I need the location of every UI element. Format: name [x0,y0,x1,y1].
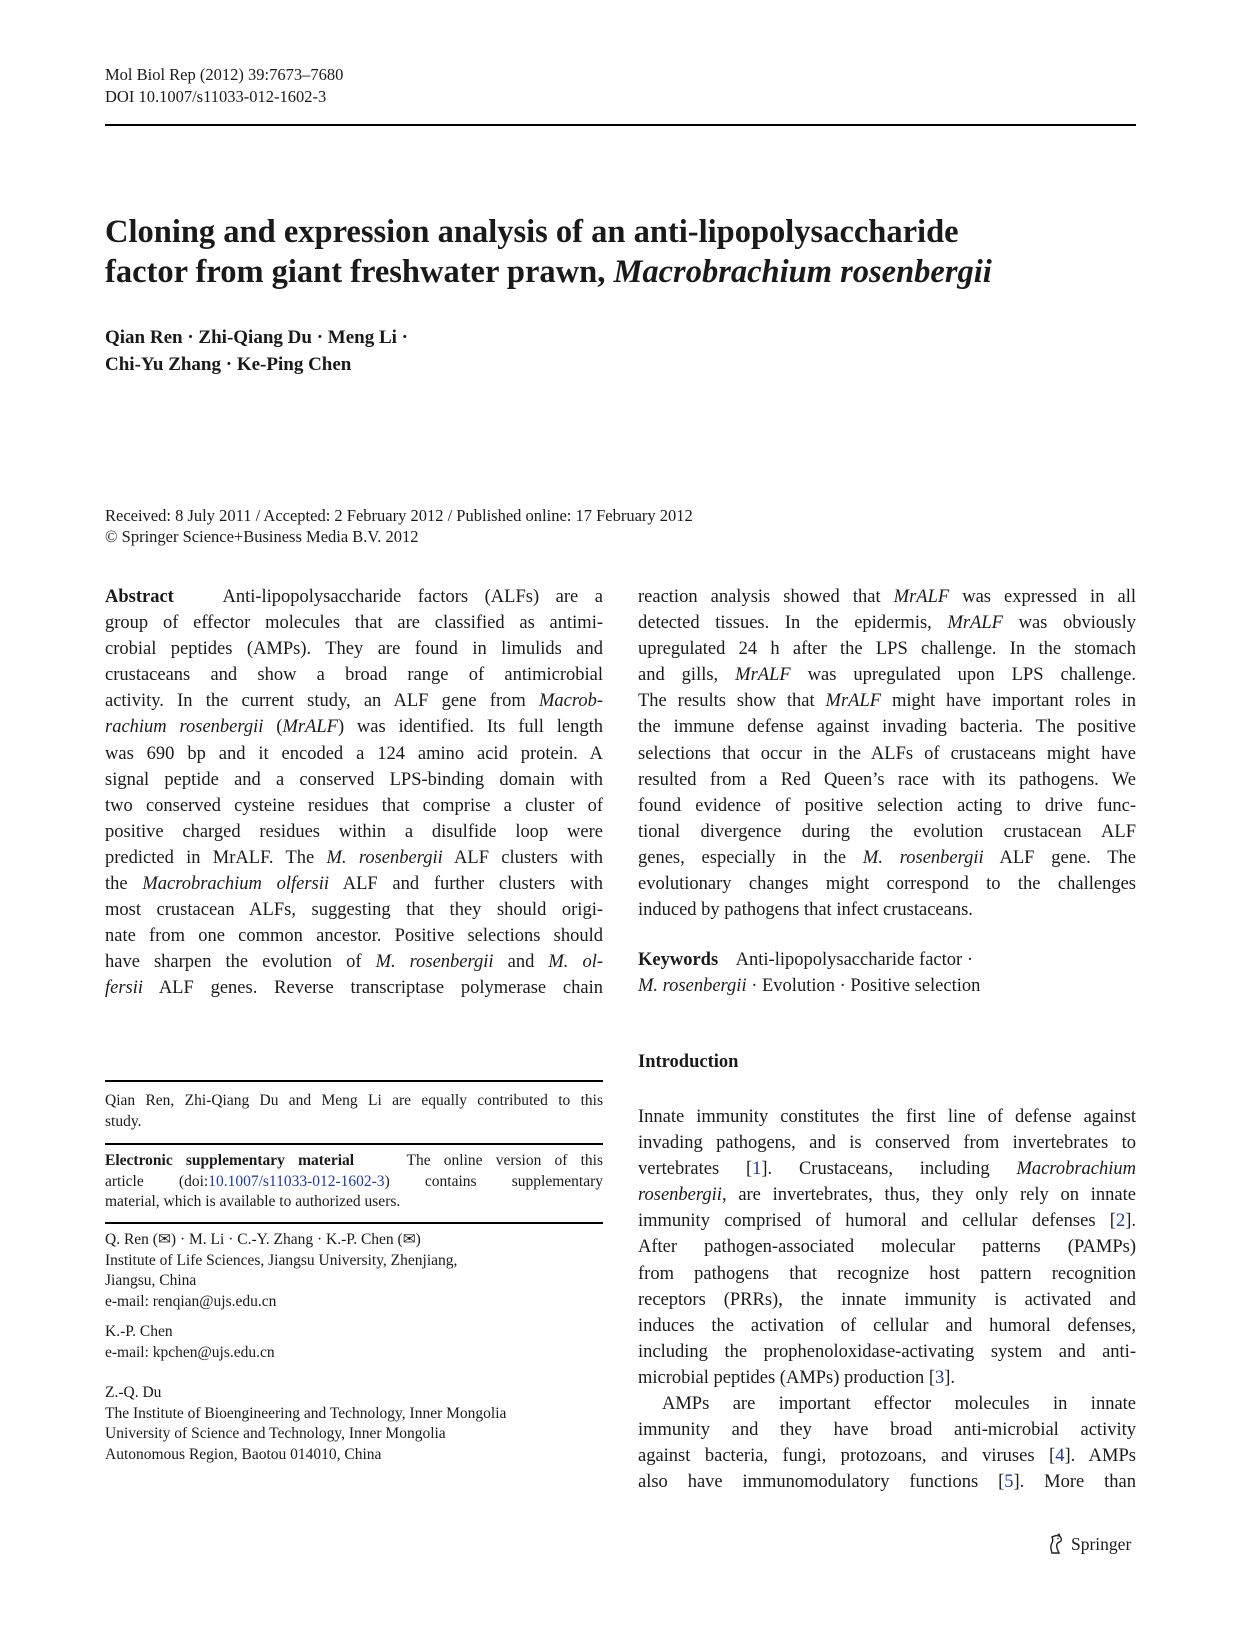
gene-name: MrALF [893,587,950,607]
abstract-line [638,610,1136,636]
intro-text: ]. AMPs [1064,1446,1136,1467]
abstract-line [105,975,603,1001]
abstract-text: ( [263,717,283,738]
intro-line [638,1182,1136,1208]
abstract-text: might have important roles in [881,691,1136,712]
publication-dates [105,505,693,547]
gene-name: MrALF [825,691,882,712]
species-name: Macrob- [538,691,603,712]
author-list [105,324,408,378]
abstract-line: the immune defense against invading bacteria. The positive [638,717,1136,738]
citation-link[interactable]: 4 [1055,1446,1065,1467]
footnote-text: article (doi: [105,1172,209,1190]
footnote-line: Institute of Life Sciences, Jiangsu University, Zhenjiang, [105,1251,458,1269]
abstract-line [105,688,603,714]
journal-header [105,64,343,108]
copyright-line: © Springer Science+Business Media B.V. 2012 [105,527,419,546]
footnote-rule [105,1080,603,1082]
intro-text: ]. Crustaceans, including [761,1159,1017,1180]
keywords-block [638,947,1136,999]
intro-text: , are invertebrates, thus, they only rely on innate [721,1185,1136,1206]
species-name: M. rosenbergii [638,976,747,996]
footnote-line: Jiangsu, China [105,1272,197,1289]
intro-text: against bacteria, fungi, protozoans, and viruses [ [638,1446,1056,1467]
abstract-text: and gills, [638,665,736,686]
footnote-line: Autonomous Region, Baotou 014010, China [105,1445,382,1463]
abstract-line: two conserved cysteine residues that comprise a cluster of [105,795,603,816]
abstract-line: group of effector molecules that are classified as antimi- [105,613,603,634]
intro-text: ]. [1125,1211,1136,1232]
abstract-text: Anti-lipopolysaccharide factors (ALFs) are a [222,587,603,607]
species-name: Macrobrachium [1016,1159,1136,1180]
footnote-line: The Institute of Bioengineering and Technology, Inner Mongolia [105,1404,507,1422]
species-name: M. rosenbergii [375,952,494,973]
abstract-left-column [105,584,603,1002]
abstract-text: The results show that [638,691,826,712]
introduction-body [638,1104,1136,1495]
intro-line [638,1208,1136,1234]
abstract-text: ALF gene. The [983,847,1137,868]
abstract-line: upregulated 24 h after the LPS challenge. In the stomach [638,639,1136,660]
gene-name: MrALF [735,665,791,686]
citation-link[interactable]: 2 [1115,1211,1126,1232]
abstract-line [638,688,1136,714]
species-name: M. rosenbergii [862,847,984,868]
abstract-text: ALF genes. Reverse transcriptase polymerase chain [143,978,603,999]
citation-link[interactable]: 3 [934,1367,945,1388]
authors-line-2: Chi-Yu Zhang · Ke-Ping Chen [105,354,352,375]
footnote-rule [105,1143,603,1145]
intro-line: from pathogens that recognize host pattern recognition [638,1263,1136,1284]
article-title [105,212,1136,292]
affiliation-ren [105,1230,603,1312]
species-name: Macrobrachium olfersii [142,874,330,895]
abstract-heading: Abstract [105,587,174,607]
footnote-line [105,1172,603,1193]
intro-text: also have immunomodulatory functions [ [638,1472,1005,1493]
footnote-text: ) contains supplementary [384,1172,603,1190]
species-name: rosenbergii [638,1185,722,1206]
journal-citation: Mol Biol Rep (2012) 39:7673–7680 [105,65,344,84]
abstract-text: was upregulated upon LPS challenge. [790,665,1136,686]
footnote-line: material, which is available to authorized users. [105,1193,401,1210]
abstract-line: signal peptide and a conserved LPS-binding domain with [105,769,603,790]
citation-link[interactable]: 1 [752,1159,762,1180]
footnote-rule [105,1222,603,1224]
intro-text: microbial peptides (AMPs) production [ [638,1367,935,1388]
keywords-heading: Keywords [638,950,719,970]
footnote-line [105,1151,603,1172]
corresponding-email[interactable]: e-mail: kpchen@ujs.edu.cn [105,1343,275,1361]
abstract-line: evolutionary changes might correspond to the challenges [638,874,1136,895]
intro-line: AMPs are important effector molecules in innate [662,1394,1136,1415]
abstract-line: was 690 bp and it encoded a 124 amino acid protein. A [105,743,603,764]
footnote-line: Z.-Q. Du [105,1384,162,1401]
citation-link[interactable]: 5 [1004,1472,1014,1493]
abstract-line [638,662,1136,688]
abstract-text: reaction analysis showed that [638,587,894,607]
abstract-line [105,845,603,871]
abstract-line [638,584,1136,610]
footnote-text: The online version of this [406,1152,603,1169]
footnote-line: Q. Ren (✉) · M. Li · C.-Y. Zhang · K.-P. Chen (✉) [105,1231,421,1248]
abstract-line: tional divergence during the evolution crustacean ALF [638,821,1136,842]
supplementary-material-note [105,1151,603,1213]
corresponding-email[interactable]: e-mail: renqian@ujs.edu.cn [105,1292,277,1310]
abstract-text: have sharpen the evolution of [105,952,376,973]
affiliation-du [105,1383,603,1465]
springer-horse-icon [1046,1533,1066,1555]
abstract-line: selections that occur in the ALFs of crustaceans might have [638,743,1136,764]
abstract-text: and [493,952,549,973]
intro-text: ]. More than [1013,1472,1136,1493]
abstract-text: the [105,874,143,895]
abstract-line: crustaceans and show a broad range of antimicrobial [105,665,603,686]
doi-line: DOI 10.1007/s11033-012-1602-3 [105,87,327,106]
abstract-text: predicted in MrALF. The [105,847,327,868]
esm-heading: Electronic supplementary material [105,1152,355,1169]
abstract-line [638,845,1136,871]
publisher-name: Springer [1071,1533,1132,1554]
abstract-text: activity. In the current study, an ALF gene from [105,691,539,712]
abstract-line: crobial peptides (AMPs). They are found in limulids and [105,639,603,660]
abstract-line [105,584,603,610]
title-line-1: Cloning and expression analysis of an anti-lipopolysaccharide [105,214,959,250]
abstract-line [105,949,603,975]
abstract-line: nate from one common ancestor. Positive selections should [105,926,603,947]
equal-contribution-note [105,1091,603,1132]
title-line-2-plain: factor from giant freshwater prawn, [105,254,614,290]
gene-name: MrALF [282,717,338,738]
species-name: M. ol- [548,952,604,973]
intro-text: immunity comprised of humoral and cellular defenses [ [638,1211,1116,1232]
footnote-line: K.-P. Chen [105,1323,173,1340]
intro-line [638,1469,1136,1495]
abstract-text: genes, especially in the [638,847,863,868]
intro-line [638,1156,1136,1182]
abstract-text: ALF and further clusters with [329,874,603,895]
abstract-text: was obviously [1002,613,1136,634]
title-species: Macrobrachium rosenbergii [613,254,992,290]
intro-line: immunity and they have broad anti-microbial activity [638,1420,1136,1441]
affiliation-chen [105,1322,603,1363]
intro-line: induces the activation of cellular and humoral defenses, [638,1315,1136,1336]
intro-line [638,1443,1136,1469]
abstract-line: induced by pathogens that infect crustaceans. [638,900,973,921]
keywords-line-2 [638,973,1136,999]
intro-text: ]. [944,1367,956,1388]
intro-line: After pathogen-associated molecular patterns (PAMPs) [638,1237,1136,1258]
title-line-2 [105,252,1136,292]
species-name: rachium rosenbergii [105,717,264,738]
section-heading-introduction: Introduction [638,1052,739,1072]
abstract-line: resulted from a Red Queen’s race with its pathogens. We [638,769,1136,790]
doi-link[interactable]: 10.1007/s11033-012-1602-3 [208,1172,385,1190]
keywords-line-1 [638,947,1136,973]
abstract-line: most crustacean ALFs, suggesting that they should origi- [105,900,603,921]
footnote-line: University of Science and Technology, Inner Mongolia [105,1425,446,1442]
gene-name: MrALF [947,613,1003,634]
footnote-line: Qian Ren, Zhi-Qiang Du and Meng Li are equally contributed to this [105,1092,603,1109]
springer-logo [1046,1533,1131,1555]
abstract-text: ) was identified. Its full length [337,717,603,738]
authors-line-1: Qian Ren · Zhi-Qiang Du · Meng Li · [105,327,408,348]
abstract-line: positive charged residues within a disulfide loop were [105,821,603,842]
abstract-text: was expressed in all [949,587,1136,607]
intro-line: invading pathogens, and is conserved from invertebrates to [638,1133,1136,1154]
abstract-right-column [638,584,1136,923]
header-rule [105,124,1136,126]
intro-line [638,1365,1136,1391]
abstract-line [105,714,603,740]
intro-text: vertebrates [ [638,1159,753,1180]
species-name: M. rosenbergii [326,847,443,868]
abstract-text: ALF clusters with [442,847,603,868]
abstract-line [105,871,603,897]
abstract-line: found evidence of positive selection acting to drive func- [638,795,1136,816]
species-name: fersii [105,978,144,999]
keywords-text: Anti-lipopolysaccharide factor · [735,950,973,970]
intro-line: Innate immunity constitutes the first line of defense against [638,1107,1136,1127]
abstract-text: detected tissues. In the epidermis, [638,613,948,634]
keywords-text: · Evolution · Positive selection [746,976,981,996]
intro-line: receptors (PRRs), the innate immunity is activated and [638,1289,1136,1310]
intro-line: including the prophenoloxidase-activating system and anti- [638,1341,1136,1362]
received-accepted-line: Received: 8 July 2011 / Accepted: 2 February 2012 / Published online: 17 February 2012 [105,506,693,525]
footnote-line: study. [105,1112,142,1130]
